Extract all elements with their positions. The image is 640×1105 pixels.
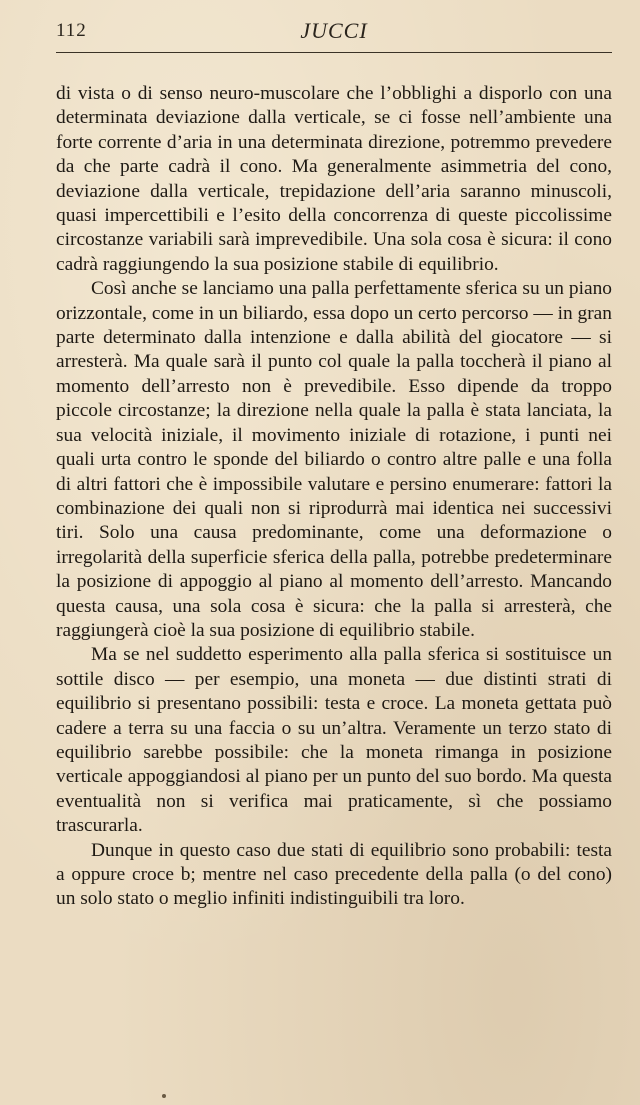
print-speck	[162, 1094, 166, 1098]
running-head: JUCCI	[300, 18, 368, 43]
paragraph-conclusion: Dunque in questo caso due stati di equilibrio sono probabili: testa a oppure croce b; mentre nel caso precedente della palla (o del cono) un solo stato o meglio infiniti indistinguibili tra loro.	[56, 839, 612, 910]
page-header	[56, 16, 612, 56]
paragraph-billiard: Così anche se lanciamo una palla perfettamente sferica su un piano orizzontale, come in un biliardo, essa dopo un certo percorso — in gran parte determinato dalla intenzione e dalla abilità del giocatore — si arresterà. Ma quale sarà il punto col quale la palla toccherà il piano al momento dell’arresto non è prevedibile. Esso dipende da troppo piccole circostanze; la direzione nella quale la palla è stata lanciata, la sua velocità iniziale, il movimento iniziale di rotazione, i punti nei quali urta contro le sponde del biliardo o contro altre palle e una folla di altri fattori che è impossibile valutare e persino enumerare: fattori la combinazione dei quali non si riprodurrà mai identica nei successivi tiri. Solo una causa predominante, come una deformazione o irregolarità della superficie sferica della palla, potrebbe predeterminare la posizione di appoggio al piano al momento dell’arresto. Mancando questa causa, una sola cosa è sicura: che la palla si arresterà, che raggiungerà cioè la sua posizione di equilibrio stabile.	[56, 278, 612, 641]
paragraph-coin: Ma se nel suddetto esperimento alla palla sferica si sostituisce un sottile disco — per esempio, una moneta — due distinti strati di equilibrio si presentano possibili: testa e croce. La moneta gettata può cadere a terra su una faccia o su un’altra. Veramente un terzo stato di equilibrio sarebbe possibile: che la moneta rimanga in posizione verticale appoggiandosi al piano per un punto del suo bordo. Ma questa eventualità non si verifica mai praticamente, sì che possiamo trascurarla.	[56, 644, 612, 837]
page-number: 112	[56, 20, 87, 41]
body-text	[56, 82, 612, 912]
paragraph-continued: di vista o di senso neuro-muscolare che l’obblighi a disporlo con una determinata deviazione dalla verticale, se ci fosse nell’ambiente una forte corrente d’aria in una determinata direzione, potremmo prevedere da che parte cadrà il cono. Ma generalmente asimmetria del cono, deviazione dalla verticale, trepidazione dell’aria saranno minuscoli, quasi impercettibili e l’esito della concorrenza di queste piccolissime circostanze variabili sarà imprevedibile. Una sola cosa è sicura: il cono cadrà raggiungendo la sua posizione stabile di equilibrio.	[56, 83, 612, 275]
header-rule	[56, 52, 612, 53]
